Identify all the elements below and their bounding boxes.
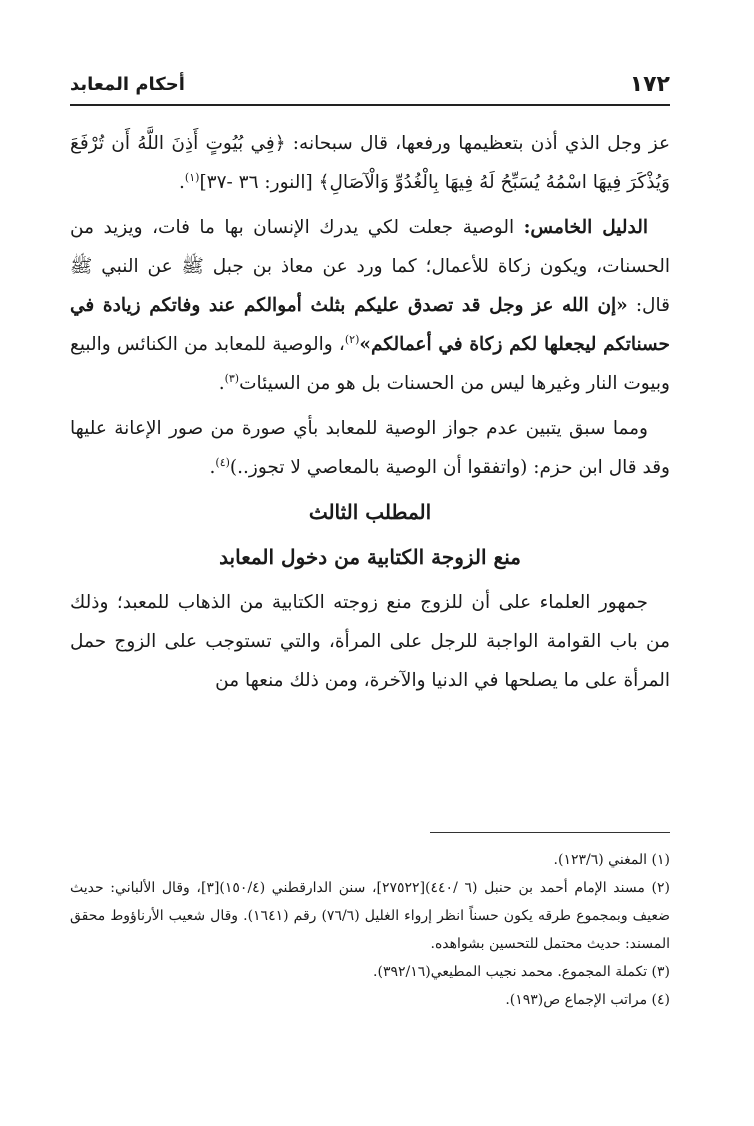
paragraph-2: الدليل الخامس: الوصية جعلت لكي يدرك الإنسان بها ما فات، ويزيد من الحسنات، ويكون زكاة للأعمال؛ كما ورد عن معاذ بن جبل ﷺ عن النبي ﷺ قال: «إن الله عز وجل قد تصدق عليكم بثلث أموالكم عند وفاتكم زيادة في حسناتكم ليجعلها لكم زكاة في أعمالكم»$^{(٢)}$، والوصية للمعابد من الكنائس والبيع وبيوت النار وغيرها ليس من الحسنات بل هو من السيئات$^{(٣)}$. <box>70 217 670 394</box>
main-text <box>70 124 670 706</box>
running-title: أحكام المعابد <box>70 74 185 95</box>
footnote-4: (٤) مراتب الإجماع ص(١٩٣). <box>505 992 670 1008</box>
paragraph-1: عز وجل الذي أذن بتعظيمها ورفعها، قال سبحانه: ﴿فِي بُيُوتٍ أَذِنَ اللَّهُ أَن تُرْفَعَ وَيُذْكَرَ فِيهَا اسْمُهُ يُسَبِّحُ لَهُ فِيهَا بِالْغُدُوِّ وَالْآصَالِ﴾ [النور: ٣٦ -٣٧]$^{(١)}$. <box>70 133 670 193</box>
page-header <box>70 70 670 106</box>
evidence-five-lead: الدليل الخامس: <box>523 217 648 238</box>
footnote-2: (٢) مسند الإمام أحمد بن حنبل (٦ /٤٤٠)[٢٧٥٢٢]، سنن الدارقطني (١٥٠/٤)[٣]، وقال الألباني: حديث ضعيف وبمجموع طرقه يكون حسناً انظر إرواء الغليل (٧٦/٦) رقم (١٦٤١). وقال شعيب الأرناؤوط محقق المسند: حديث محتمل للتحسين بشواهده. <box>70 880 670 952</box>
footnote-ref-1: (١) <box>184 170 200 184</box>
hadith-quote: «إن الله عز وجل قد تصدق عليكم بثلث أموالكم عند وفاتكم زيادة في حسناتكم ليجعلها لكم زكاة في أعمالكم» <box>70 295 670 355</box>
footnote-3: (٣) تكملة المجموع. محمد نجيب المطيعي(٣٩٢/١٦). <box>373 964 670 980</box>
section-subheading: منع الزوجة الكتابية من دخول المعابد <box>219 545 521 569</box>
page-number: ١٧٢ <box>629 72 670 97</box>
footnote-1: (١) المغني (١٢٣/٦). <box>553 852 670 868</box>
paragraph-3-text: ومما سبق يتبين عدم جواز الوصية للمعابد بأي صورة من صور الإعانة عليها وقد قال ابن حزم: (واتفقوا أن الوصية بالمعاصي لا تجوز..) <box>70 418 670 478</box>
paragraph-2-text-b: ، والوصية للمعابد من الكنائس والبيع وبيوت النار وغيرها ليس من الحسنات بل هو من السيئات <box>70 334 670 394</box>
paragraph-3: ومما سبق يتبين عدم جواز الوصية للمعابد بأي صورة من صور الإعانة عليها وقد قال ابن حزم: (واتفقوا أن الوصية بالمعاصي لا تجوز..)$^{(٤)}$. <box>70 418 670 478</box>
footnotes <box>70 846 670 1014</box>
footnote-ref-2: (٢) <box>344 332 360 346</box>
footnote-ref-3: (٣) <box>224 371 240 385</box>
book-page <box>70 60 670 1100</box>
footnote-divider <box>430 832 670 833</box>
paragraph-1-text: عز وجل الذي أذن بتعظيمها ورفعها، قال سبحانه: ﴿فِي بُيُوتٍ أَذِنَ اللَّهُ أَن تُرْفَعَ وَيُذْكَرَ فِيهَا اسْمُهُ يُسَبِّحُ لَهُ فِيهَا بِالْغُدُوِّ وَالْآصَالِ﴾ [النور: ٣٦ -٣٧] <box>70 133 670 193</box>
paragraph-2-text-a: الوصية جعلت لكي يدرك الإنسان بها ما فات، ويزيد من الحسنات، ويكون زكاة للأعمال؛ كما ورد عن معاذ بن جبل ﷺ عن النبي ﷺ قال: <box>70 217 670 316</box>
section-heading: المطلب الثالث <box>308 500 432 524</box>
paragraph-4: جمهور العلماء على أن للزوج منع زوجته الكتابية من الذهاب للمعبد؛ وذلك من باب القوامة الواجبة للرجل على المرأة، والتي تستوجب على الزوج حمل المرأة على ما يصلحها في الدنيا والآخرة، ومن ذلك منعها من <box>70 592 670 691</box>
footnote-ref-4: (٤) <box>215 455 230 469</box>
